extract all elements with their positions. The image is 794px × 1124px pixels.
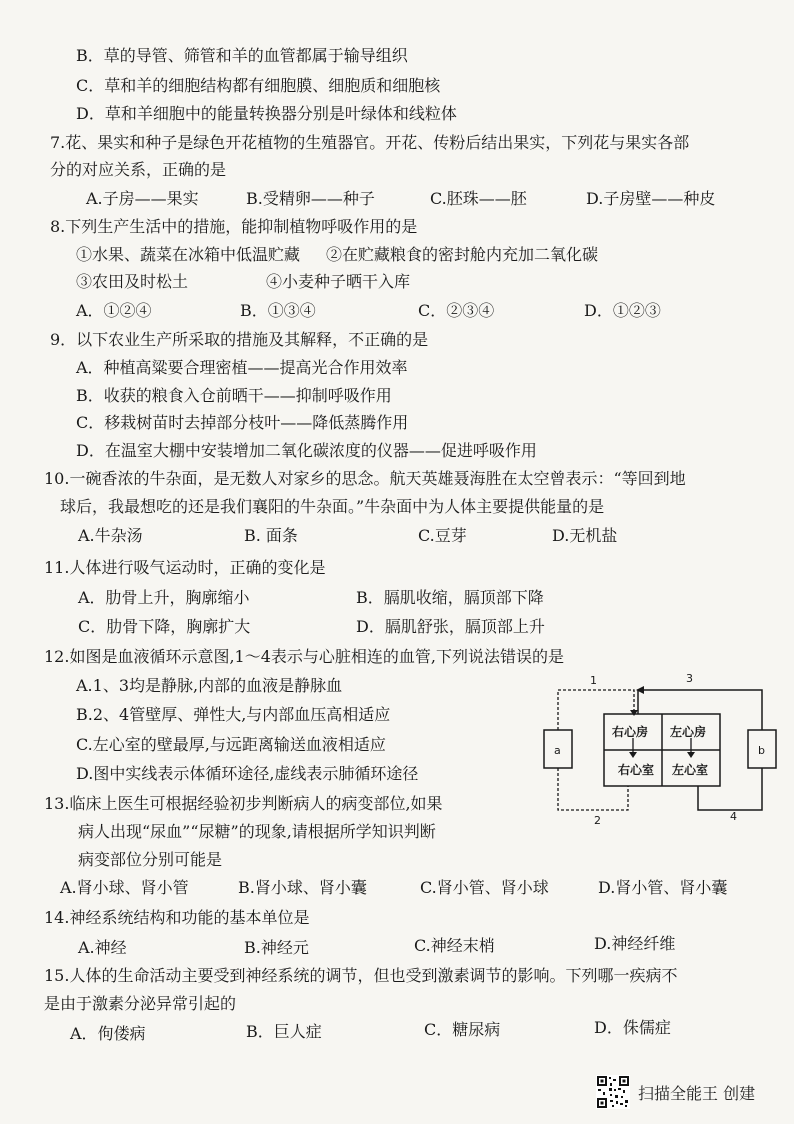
diagram-label-3: 3 [686,672,693,685]
diagram-right-atrium: 右心房 [612,725,649,739]
q15-option-d: D．侏儒症 [594,1018,671,1037]
diagram-left-ventricle: 左心室 [672,763,709,777]
q11-option-a: A．肋骨上升，胸廓缩小 [78,588,250,607]
q10-option-a: A.牛杂汤 [78,526,143,545]
q13-stem-line1: 13.临床上医生可根据经验初步判断病人的病变部位,如果 [44,794,443,813]
q9-option-b: B．收获的粮食入仓前晒干——抑制呼吸作用 [76,386,392,405]
q8-option-b: B．①③④ [240,301,316,320]
q11-stem: 11.人体进行吸气运动时，正确的变化是 [44,558,326,577]
q7-option-c: C.胚珠——胚 [430,189,527,208]
q12-stem: 12.如图是血液循环示意图,1～4表示与心脏相连的血管,下列说法错误的是 [44,647,564,666]
q7-option-b: B.受精卵——种子 [246,189,375,208]
q10-option-c: C.豆芽 [418,526,467,545]
q14-stem: 14.神经系统结构和功能的基本单位是 [44,908,310,927]
q8-stem: 8.下列生产生活中的措施，能抑制植物呼吸作用的是 [50,217,418,236]
q8-item-3: ③农田及时松土 [76,272,189,291]
q13-option-c: C.肾小管、肾小球 [420,878,549,897]
q14-option-d: D.神经纤维 [594,934,676,953]
q11-option-d: D．膈肌舒张，膈顶部上升 [356,617,545,636]
q8-option-a: A．①②④ [76,301,152,320]
q10-stem-line1: 10.一碗香浓的牛杂面，是无数人对家乡的思念。航天英雄聂海胜在太空曾表示：“等回到地 [44,469,686,488]
q8-option-d: D．①②③ [584,301,661,320]
q8-option-c: C．②③④ [418,301,495,320]
q12-option-a: A.1、3均是静脉,内部的血液是静脉血 [76,676,343,695]
q7-option-d: D.子房壁——种皮 [586,189,716,208]
qr-code-icon [596,1075,630,1109]
q6-option-b: B．草的导管、筛管和羊的血管都属于输导组织 [76,46,408,65]
q9-option-c: C．移栽树苗时去掉部分枝叶——降低蒸腾作用 [76,413,409,432]
diagram-right-ventricle: 右心室 [618,763,655,777]
diagram-label-a: a [554,744,561,757]
q8-item-1: ①水果、蔬菜在冰箱中低温贮藏 [76,245,301,264]
q11-option-b: B．膈肌收缩，膈顶部下降 [356,588,544,607]
diagram-label-b: b [758,744,765,757]
q13-stem-line2: 病人出现“尿血”“尿糖”的现象,请根据所学知识判断 [78,822,436,841]
q6-option-c: C．草和羊的细胞结构都有细胞膜、细胞质和细胞核 [76,76,441,95]
q15-option-c: C．糖尿病 [424,1020,501,1039]
q11-option-c: C．肋骨下降，胸廓扩大 [78,617,251,636]
scanner-watermark [596,1074,755,1110]
q9-stem: 9．以下农业生产所采取的措施及其解释，不正确的是 [50,330,429,349]
q8-item-2: ②在贮藏粮食的密封舱内充加二氧化碳 [326,245,599,264]
q15-option-a: A．佝偻病 [70,1024,146,1043]
q8-item-4: ④小麦种子晒干入库 [266,272,411,291]
q12-option-c: C.左心室的壁最厚,与远距离输送血液相适应 [76,735,386,754]
q13-option-d: D.肾小管、肾小囊 [598,878,728,897]
q9-option-a: A．种植高粱要合理密植——提高光合作用效率 [76,358,408,377]
q10-option-b: B. 面条 [244,526,298,545]
q13-option-a: A.肾小球、肾小管 [60,878,189,897]
q7-stem-line1: 7.花、果实和种子是绿色开花植物的生殖器官。开花、传粉后结出果实，下列花与果实各部 [50,133,690,152]
q14-option-b: B.神经元 [244,938,309,957]
q12-option-d: D.图中实线表示体循环途径,虚线表示肺循环途径 [76,764,419,783]
diagram-label-4: 4 [730,810,737,823]
q12-option-b: B.2、4管壁厚、弹性大,与内部血压高相适应 [76,705,391,724]
q7-option-a: A.子房——果实 [86,189,199,208]
diagram-label-2: 2 [594,814,601,827]
q15-stem-line2: 是由于激素分泌异常引起的 [44,994,237,1013]
blood-circulation-diagram [538,670,784,830]
q15-option-b: B．巨人症 [246,1022,322,1041]
q10-stem-line2: 球后，我最想吃的还是我们襄阳的牛杂面。”牛杂面中为人体主要提供能量的是 [60,497,605,516]
q15-stem-line1: 15.人体的生命活动主要受到神经系统的调节，但也受到激素调节的影响。下列哪一疾病不 [44,966,678,985]
q13-option-b: B.肾小球、肾小囊 [238,878,367,897]
q13-stem-line3: 病变部位分别可能是 [78,850,223,869]
q6-option-d: D．草和羊细胞中的能量转换器分别是叶绿体和线粒体 [76,104,457,123]
diagram-label-1: 1 [590,674,597,687]
q14-option-a: A.神经 [78,938,127,957]
q7-stem-line2: 分的对应关系，正确的是 [50,160,227,179]
q10-option-d: D.无机盐 [552,526,618,545]
q9-option-d: D．在温室大棚中安装增加二氧化碳浓度的仪器——促进呼吸作用 [76,441,537,460]
scanner-brand-text: 扫描全能王 创建 [638,1083,756,1103]
q14-option-c: C.神经末梢 [414,936,495,955]
diagram-left-atrium: 左心房 [670,725,707,739]
